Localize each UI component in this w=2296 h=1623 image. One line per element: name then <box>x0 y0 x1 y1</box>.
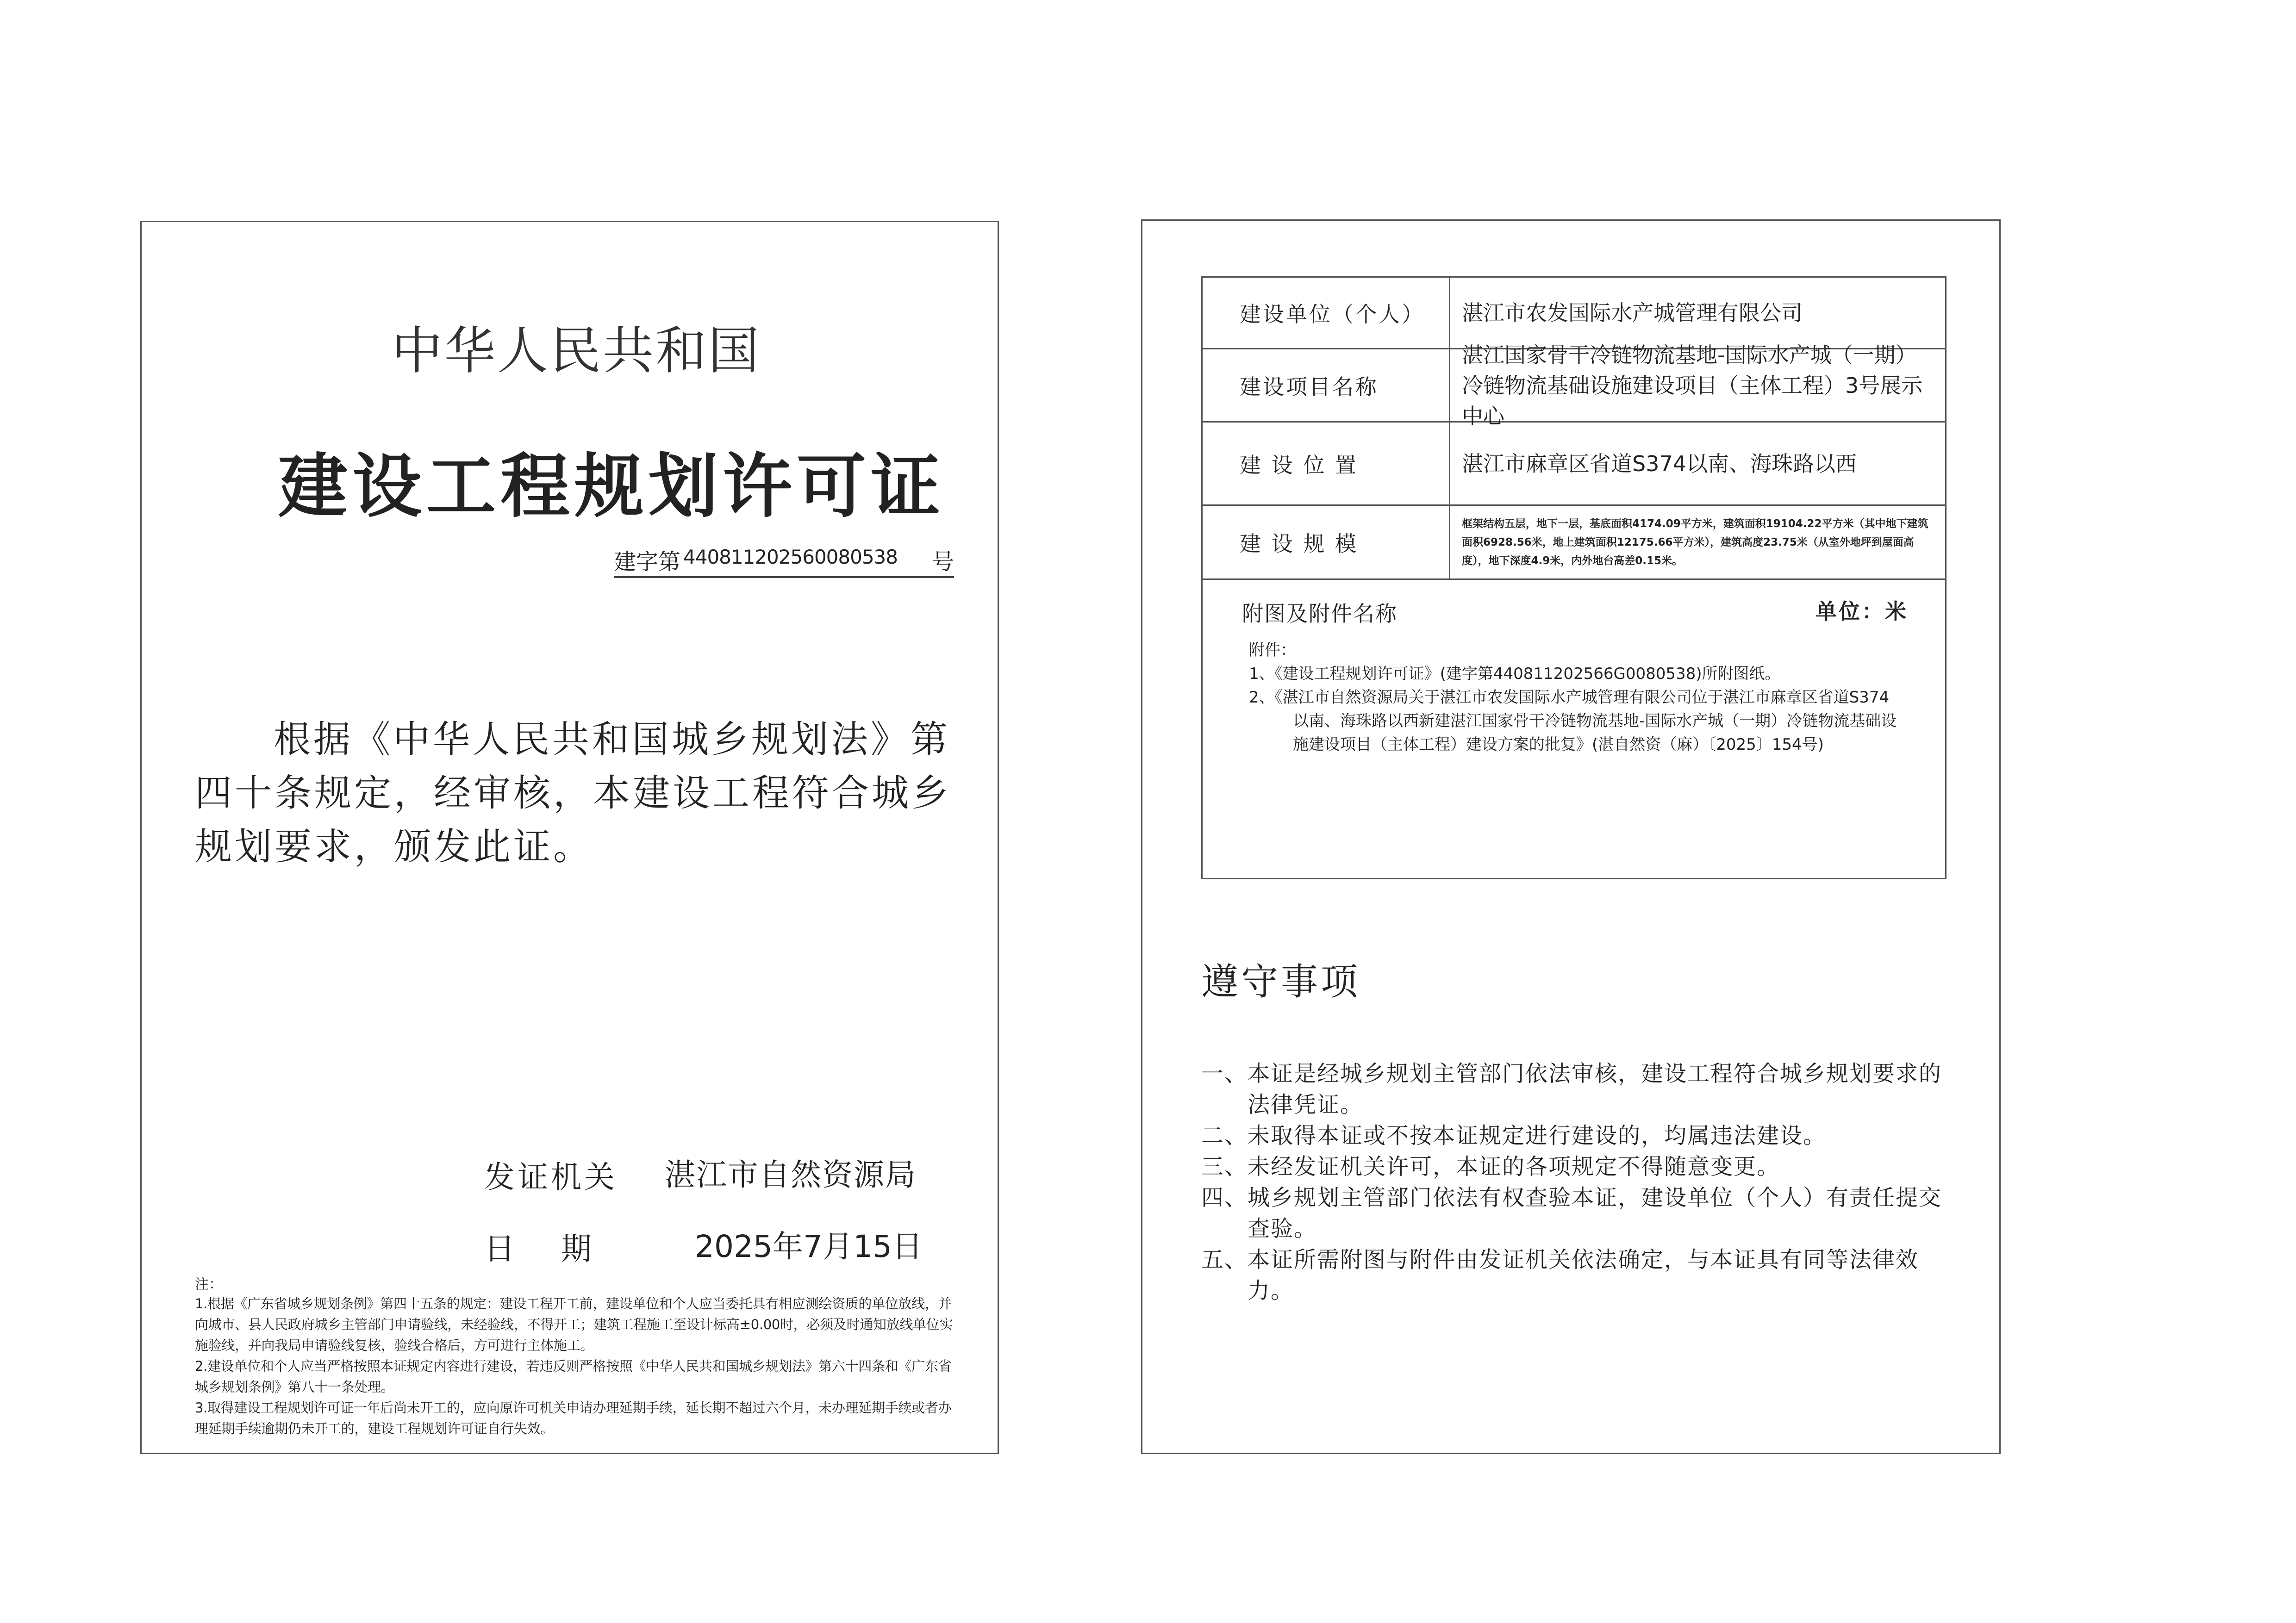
row-label: 建设单位（个人） <box>1203 278 1450 348</box>
notes-heading: 注： <box>195 1276 223 1293</box>
issuer-label: 发证机关 <box>484 1159 618 1195</box>
attachment-item: 1、《建设工程规划许可证》(建字第440811202566G0080538)所附图纸。 <box>1249 665 1781 683</box>
table-row <box>1203 278 1945 349</box>
attachments-heading: 附图及附件名称 <box>1242 601 1398 626</box>
attachments-label: 附件： <box>1249 641 1296 659</box>
rule-item: 四、城乡规划主管部门依法有权查验本证，建设单位（个人）有责任提交查验。 <box>1201 1185 1942 1242</box>
table-row <box>1203 506 1945 580</box>
details-table <box>1201 276 1947 879</box>
note-item: 3.取得建设工程规划许可证一年后尚未开工的，应向原许可机关申请办理延期手续，延长期不超过六个月，未办理延期手续或者办理延期手续逾期仍未开工的，建设工程规划许可证自行失效。 <box>195 1400 952 1436</box>
date-value: 2025年7月15日 <box>695 1229 923 1264</box>
number-suffix: 号 <box>931 549 954 575</box>
rule-item: 三、未经发证机关许可，本证的各项规定不得随意变更。 <box>1201 1154 1780 1180</box>
rule-item: 二、未取得本证或不按本证规定进行建设的，均属违法建设。 <box>1201 1123 1827 1149</box>
number-value: 440811202560080538 <box>683 546 898 568</box>
rules-list <box>1201 1058 1960 1306</box>
country-heading: 中华人民共和国 <box>392 321 761 380</box>
row-value: 框架结构五层，地下一层，基底面积4174.09平方米，建筑面积19104.22平方米（其中地下建筑面积6928.56米，地上建筑面积12175.66平方米），建筑高度23.75米（从室外地坪到屋面高度），地下深度4.9米，内外地台高差0.15米。 <box>1462 517 1928 567</box>
rule-item: 五、本证所需附图与附件由发证机关依法确定，与本证具有同等法律效力。 <box>1201 1247 1919 1304</box>
attachments-list <box>1249 639 1897 757</box>
row-value: 湛江国家骨干冷链物流基地-国际水产城（一期）冷链物流基础设施建设项目（主体工程）3号展示中心 <box>1462 342 1923 429</box>
rule-item: 一、本证是经城乡规划主管部门依法审核，建设工程符合城乡规划要求的法律凭证。 <box>1201 1061 1942 1118</box>
date-label: 日期 <box>484 1231 638 1267</box>
row-value: 湛江市麻章区省道S374以南、海珠路以西 <box>1462 451 1857 476</box>
row-label: 建 设 规 模 <box>1203 506 1450 578</box>
note-item: 1.根据《广东省城乡规划条例》第四十五条的规定：建设工程开工前，建设单位和个人应当委托具有相应测绘资质的单位放线，并向城市、县人民政府城乡主管部门申请验线，未经验线，不得开工；建筑工程施工至设计标高±0.00时，必须及时通知放线单位实施验线，并向我局申请验线复核，验线合格后，方可进行主体施工。 <box>195 1296 953 1353</box>
number-prefix: 建字第 <box>614 549 681 575</box>
table-row <box>1203 423 1945 506</box>
row-value: 湛江市农发国际水产城管理有限公司 <box>1462 300 1803 325</box>
attachment-item: 2、《湛江市自然资源局关于湛江市农发国际水产城管理有限公司位于湛江市麻章区省道S374以南、海珠路以西新建湛江国家骨干冷链物流基地-国际水产城（一期）冷链物流基础设施建设项目（主体工程）建设方案的批复》(湛自然资（麻）〔2025〕154号) <box>1249 688 1897 754</box>
certificate-back <box>1141 219 2001 1454</box>
row-label: 建 设 位 置 <box>1203 423 1450 504</box>
note-item: 2.建设单位和个人应当严格按照本证规定内容进行建设，若违反则严格按照《中华人民共和国城乡规划法》第六十四条和《广东省城乡规划条例》第八十一条处理。 <box>195 1358 952 1395</box>
row-label: 建设项目名称 <box>1203 349 1450 421</box>
rules-title: 遵守事项 <box>1201 960 1360 1003</box>
notes <box>195 1293 959 1439</box>
certificate-number <box>614 544 954 578</box>
table-row <box>1203 342 1945 429</box>
certificate-front <box>140 221 999 1454</box>
issuer-value: 湛江市自然资源局 <box>665 1157 917 1193</box>
unit-label: 单位：米 <box>1816 599 1908 624</box>
certificate-body: 根据《中华人民共和国城乡规划法》第四十条规定，经审核，本建设工程符合城乡规划要求，颁发此证。 <box>195 718 951 868</box>
certificate-title: 建设工程规划许可证 <box>278 447 945 527</box>
